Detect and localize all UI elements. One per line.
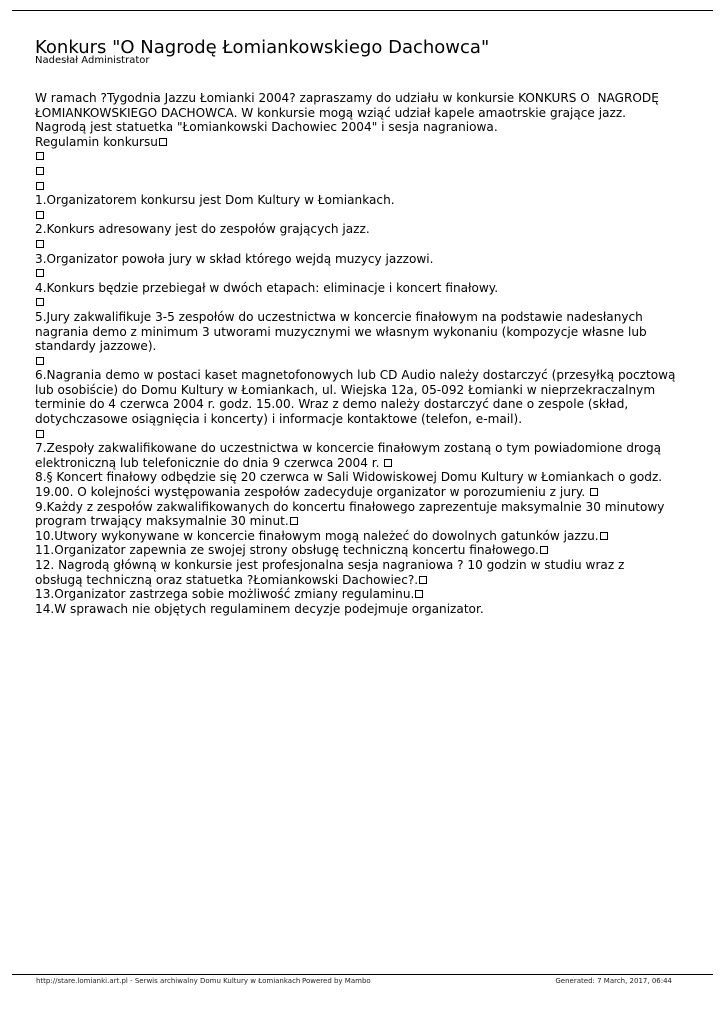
rules-heading-line: [35, 135, 700, 150]
rule-line: [35, 441, 700, 456]
rule-text: lub osobiście) do Domu Kultury w Łomiankach, ul. Wiejska 12a, 05-092 Łomianki w nieprzekraczalnym: [35, 382, 656, 397]
intro-line: Nagrodą jest statuetka "Łomiankowski Dachowiec 2004" i sesja nagraniowa.: [35, 120, 498, 135]
rule-line: [35, 485, 700, 500]
rule-line: [35, 397, 700, 412]
rule-text: 13.Organizator zastrzega sobie możliwość zmiany regulaminu.: [35, 587, 415, 602]
rule-text: 8.§ Koncert finałowy odbędzie się 20 czerwca w Sali Widowiskowej Domu Kultury w Łomiankach o godz.: [35, 470, 663, 485]
rule-text: terminie do 4 czerwca 2004 r. godz. 15.00. Wraz z demo należy dostarczyć dane o zespole (skład,: [35, 397, 629, 412]
rule-line: [35, 529, 700, 544]
rule-text: 2.Konkurs adresowany jest do zespołów grających jazz.: [35, 222, 370, 237]
rule-text: 19.00. O kolejności występowania zespołów zadecyduje organizator w porozumieniu z jury.: [35, 485, 589, 500]
empty-box-line: [35, 179, 700, 194]
rule-line: [35, 310, 700, 325]
rule-line: [35, 602, 700, 617]
rule-text: 6.Nagrania demo w postaci kaset magnetofonowych lub CD Audio należy dostarczyć (przesyłką pocztową: [35, 368, 676, 383]
footer-generated: Generated: 7 March, 2017, 06:44: [555, 977, 672, 985]
empty-box-line: [35, 208, 700, 223]
page-title: Konkurs "O Nagrodę Łomiankowskiego Dachowca": [35, 37, 490, 58]
rule-line: [35, 281, 700, 296]
intro-line: ŁOMIANKOWSKIEGO DACHOWCA. W konkursie mogą wziąć udział kapele amaotrskie grające jazz.: [35, 105, 627, 120]
missing-glyph-box: [600, 532, 608, 540]
rule-text: 12. Nagrodą główną w konkursie jest profesjonalna sesja nagraniowa ? 10 godzin w studiu wraz z: [35, 558, 625, 572]
missing-glyph-box: [36, 430, 44, 438]
missing-glyph-box: [159, 138, 167, 146]
rule-line: [35, 222, 700, 237]
missing-glyph-box: [540, 546, 548, 554]
missing-glyph-box: [36, 357, 44, 365]
rule-text: program trwający maksymalnie 30 minut.: [35, 514, 289, 529]
rule-text: standardy jazzowe).: [35, 339, 157, 354]
rule-line: [35, 325, 700, 340]
rule-text: 10.Utwory wykonywane w koncercie finałowym mogą należeć do dowolnych gatunków jazzu.: [35, 528, 599, 543]
empty-box-line: [35, 354, 700, 369]
rule-text: obsługą techniczną oraz statuetka ?Łomiankowski Dachowiec?.: [35, 572, 419, 587]
rule-text: 9.Każdy z zespołów zakwalifikowanych do koncertu finałowego zaprezentuje maksymalnie 30 minutowy: [35, 499, 665, 514]
missing-glyph-box: [36, 167, 44, 175]
empty-box-line: [35, 427, 700, 442]
missing-glyph-box: [419, 576, 427, 584]
rule-line: [35, 558, 700, 573]
footer-source: http://stare.lomianki.art.pl - Serwis archiwalny Domu Kultury w Łomiankach: [36, 977, 301, 985]
rule-line: [35, 514, 700, 529]
missing-glyph-box: [36, 269, 44, 277]
rule-line: [35, 339, 700, 354]
rule-line: [35, 500, 700, 515]
footer-powered: Powered by Mambo: [302, 977, 371, 985]
empty-box-line: [35, 237, 700, 252]
author-line: Nadesłał Administrator: [35, 55, 150, 66]
missing-glyph-box: [36, 211, 44, 219]
footer-rule: [12, 974, 713, 975]
rule-text: 3.Organizator powoła jury w skład którego wejdą muzycy jazzowi.: [35, 251, 434, 266]
rule-text: 5.Jury zakwalifikuje 3-5 zespołów do uczestnictwa w koncercie finałowym na podstawie nadesłanych: [35, 309, 643, 324]
empty-box-line: [35, 164, 700, 179]
rule-text: dotychczasowe osiągnięcia i koncerty) i informacje kontaktowe (telefon, e-mail).: [35, 412, 523, 427]
intro-line: W ramach ?Tygodnia Jazzu Łomianki 2004? zapraszamy do udziału w konkursie KONKURS O NAGRODĘ: [35, 91, 659, 105]
top-rule: [12, 10, 713, 11]
empty-box-line: [35, 149, 700, 164]
rule-line: [35, 470, 700, 485]
missing-glyph-box: [415, 590, 423, 598]
rule-text: 14.W sprawach nie objętych regulaminem decyzje podejmuje organizator.: [35, 601, 484, 616]
rule-line: [35, 543, 700, 558]
missing-glyph-box: [36, 182, 44, 190]
rule-line: [35, 252, 700, 267]
rule-line: [35, 193, 700, 208]
rule-line: [35, 573, 700, 588]
empty-box-line: [35, 295, 700, 310]
rule-text: 4.Konkurs będzie przebiegał w dwóch etapach: eliminacje i koncert finałowy.: [35, 280, 499, 295]
rule-text: 7.Zespoły zakwalifikowane do uczestnictwa w koncercie finałowym zostaną o tym powiadomione drogą: [35, 441, 662, 456]
rule-text: elektroniczną lub telefonicznie do dnia 9 czerwca 2004 r.: [35, 455, 384, 470]
rule-line: [35, 412, 700, 427]
rule-line: [35, 383, 700, 398]
rule-text: nagrania demo z minimum 3 utworami muzycznymi we własnym wykonaniu (kompozycje własne lub: [35, 324, 647, 339]
rules-list: [35, 193, 700, 616]
missing-glyph-box: [384, 459, 392, 467]
missing-glyph-box: [36, 298, 44, 306]
rule-line: [35, 456, 700, 471]
article-body: [35, 91, 700, 616]
rule-text: 11.Organizator zapewnia ze swojej strony obsługę techniczną koncertu finałowego.: [35, 543, 539, 558]
rule-line: [35, 587, 700, 602]
empty-box-line: [35, 266, 700, 281]
rule-line: [35, 368, 700, 383]
rules-heading: Regulamin konkursu: [35, 134, 158, 149]
missing-glyph-box: [290, 517, 298, 525]
missing-glyph-box: [36, 240, 44, 248]
rule-text: 1.Organizatorem konkursu jest Dom Kultury w Łomiankach.: [35, 193, 395, 208]
missing-glyph-box: [590, 488, 598, 496]
missing-glyph-box: [36, 152, 44, 160]
